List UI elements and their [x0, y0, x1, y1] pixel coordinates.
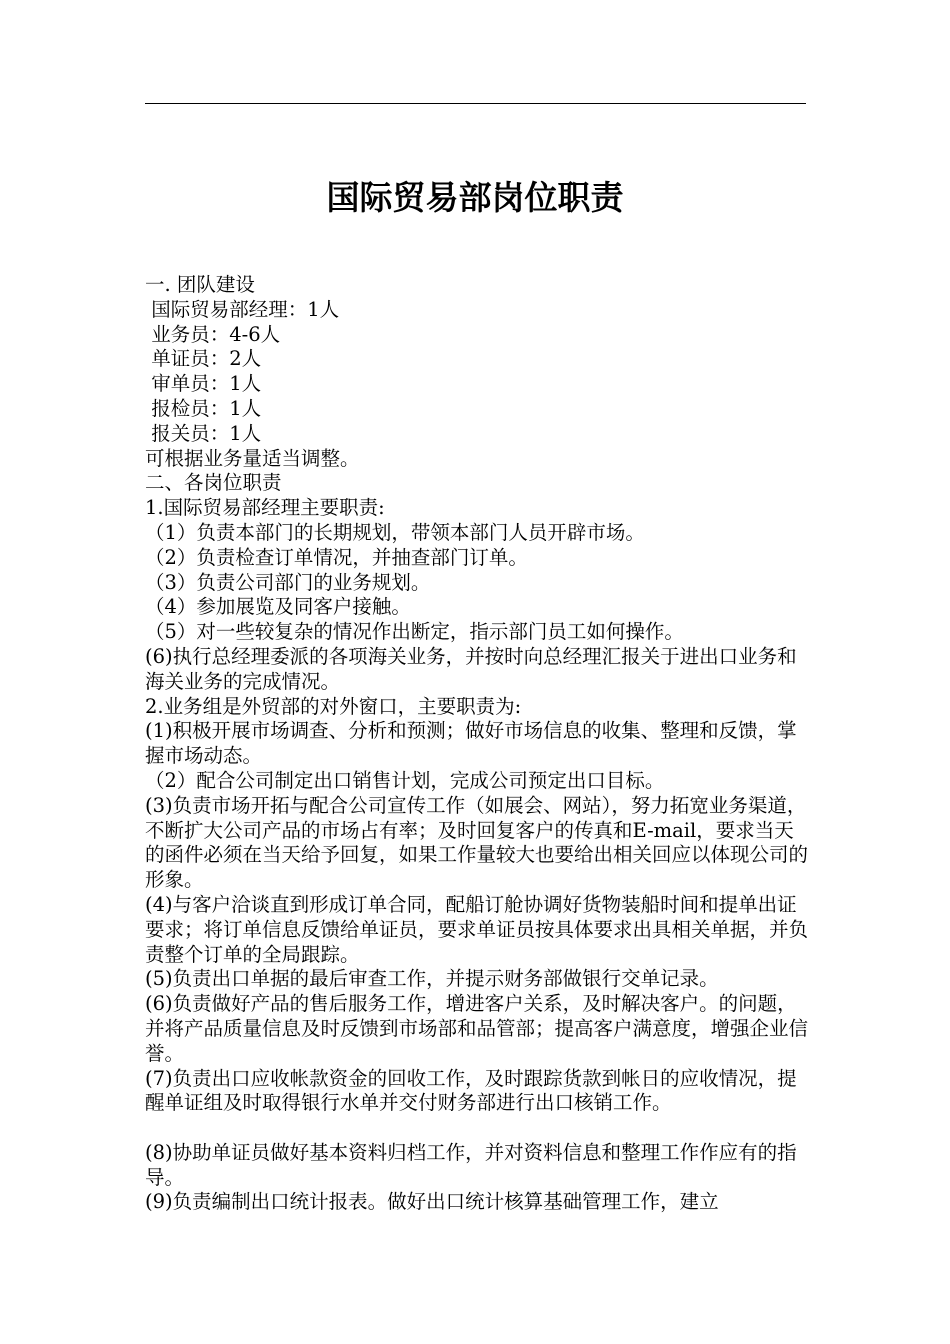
paragraph: 2.业务组是外贸部的对外窗口，主要职责为:	[145, 694, 522, 718]
paragraph: 报检员：1人	[145, 396, 262, 420]
paragraph: 可根据业务量适当调整。	[145, 446, 360, 470]
paragraph: 国际贸易部经理：1人	[145, 297, 340, 321]
paragraph: （3）负责公司部门的业务规划。	[145, 570, 431, 594]
paragraph: 业务员：4-6人	[145, 322, 281, 346]
paragraph: (4)与客户洽谈直到形成订单合同，配船订舱协调好货物装船时间和提单出证要求；将订单信息反馈给单证员，要求单证员按具体要求出具相关单据，并负责整个订单的全局跟踪。	[145, 892, 809, 966]
paragraph: (6)负责做好产品的售后服务工作，增进客户关系，及时解决客户。的问题，并将产品质量信息及时反馈到市场部和品管部；提高客户满意度，增强企业信誉。	[145, 992, 809, 1065]
paragraph: (1)积极开展市场调查、分析和预测；做好市场信息的收集、整理和反馈，掌握市场动态。	[145, 719, 797, 768]
paragraph: 审单员：1人	[145, 372, 262, 396]
paragraph: (8)协助单证员做好基本资料归档工作，并对资料信息和整理工作作应有的指导。	[145, 1140, 797, 1189]
document-title: 国际贸易部岗位职责	[326, 178, 624, 217]
paragraph: 二、各岗位职责	[145, 471, 282, 495]
paragraph: 报关员：1人	[145, 421, 262, 445]
document-body	[145, 273, 810, 1215]
header-rule	[145, 103, 806, 104]
blank-line	[145, 1116, 810, 1141]
paragraph: （2）负责检查订单情况，并抽查部门订单。	[145, 545, 528, 569]
paragraph: (9)负责编制出口统计报表。做好出口统计核算基础管理工作，建立	[145, 1190, 719, 1214]
paragraph: (7)负责出口应收帐款资金的回收工作，及时跟踪货款到帐日的应收情况，提醒单证组及时取得银行水单并交付财务部进行出口核销工作。	[145, 1066, 797, 1115]
paragraph: （5）对一些较复杂的情况作出断定，指示部门员工如何操作。	[145, 620, 684, 644]
paragraph: 单证员：2人	[145, 347, 262, 371]
paragraph: （4）参加展览及同客户接触。	[145, 595, 411, 619]
paragraph: (5)负责出口单据的最后审查工作，并提示财务部做银行交单记录。	[145, 967, 719, 991]
paragraph: (3)负责市场开拓与配合公司宣传工作（如展会、网站），努力拓宽业务渠道，不断扩大公司产品的市场占有率；及时回复客户的传真和E-mail，要求当天的函件必须在当天给予回复，如果工作量较大也要给出相关回应以体现公司的形象。	[145, 793, 809, 892]
paragraph: （2）配合公司制定出口销售计划，完成公司预定出口目标。	[145, 768, 665, 792]
paragraph: （1）负责本部门的长期规划，带领本部门人员开辟市场。	[145, 520, 645, 544]
paragraph: (6)执行总经理委派的各项海关业务，并按时向总经理汇报关于进出口业务和海关业务的完成情况。	[145, 644, 797, 693]
paragraph: 1.国际贸易部经理主要职责:	[145, 496, 385, 520]
paragraph: 一. 团队建设	[145, 273, 255, 296]
